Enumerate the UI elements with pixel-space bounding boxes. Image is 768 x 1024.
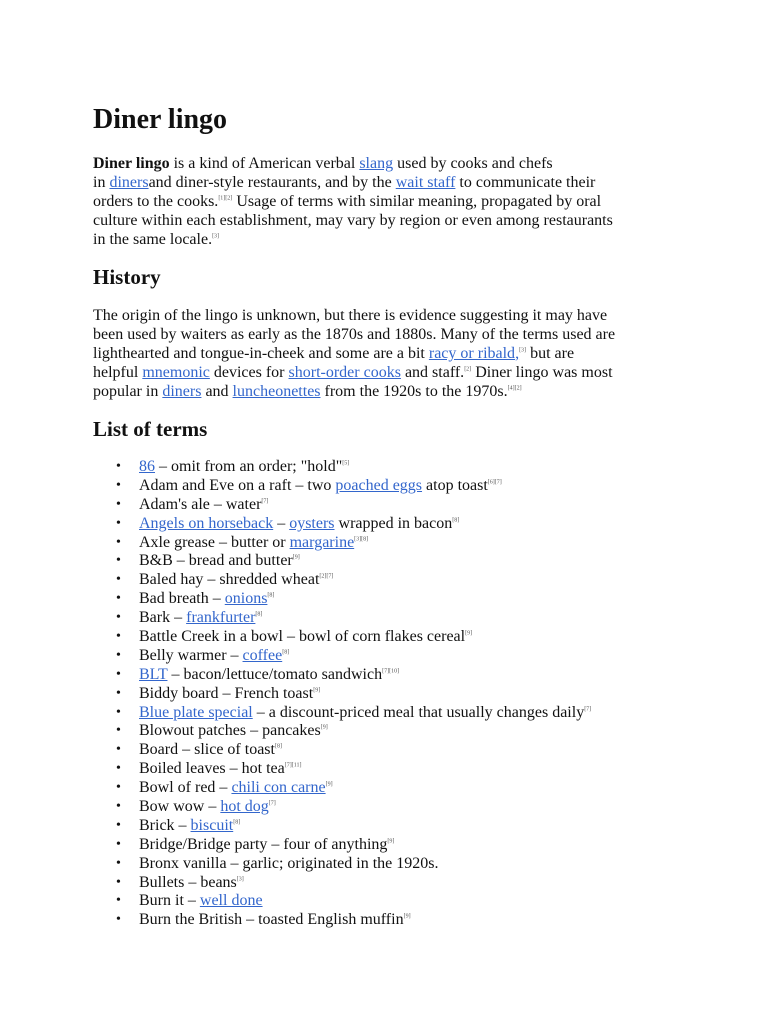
intro-text: in — [93, 174, 110, 191]
reference-link[interactable]: [7] — [261, 498, 269, 505]
intro-line-1 — [93, 154, 673, 173]
intro-text: Usage of terms with similar meaning, propagated by oral — [232, 193, 602, 210]
bullet: • — [116, 742, 121, 758]
list-item — [93, 666, 591, 685]
term-link[interactable]: frankfurter — [186, 609, 256, 627]
terms-list — [93, 458, 591, 930]
intro-paragraph — [93, 154, 673, 249]
bullet: • — [116, 723, 121, 739]
history-text: Diner lingo was most — [471, 364, 613, 381]
reference-link[interactable]: [9] — [292, 555, 300, 562]
history-paragraph — [93, 306, 673, 401]
reference-link[interactable]: [8] — [233, 819, 241, 826]
term-text: Bowl of red – — [139, 779, 232, 797]
intro-text: is a kind of American verbal — [169, 155, 360, 172]
term-link[interactable]: Blue plate special — [139, 703, 253, 721]
link-wait-staff[interactable]: wait staff — [395, 174, 456, 191]
list-item — [93, 515, 591, 534]
history-line-5 — [93, 382, 673, 401]
history-text: devices for — [209, 364, 289, 381]
intro-line-4: culture within each establishment, may vary by region or even among restaurants — [93, 212, 613, 229]
bullet: • — [116, 477, 121, 493]
link-racy-or-ribald-comma[interactable]: , — [515, 345, 520, 362]
bullet: • — [116, 572, 121, 588]
reference-link[interactable]: [2][7] — [319, 574, 334, 581]
term-text: Bullets – beans — [139, 873, 237, 891]
reference-link[interactable]: [3] — [236, 876, 244, 883]
list-item — [93, 817, 591, 836]
list-item — [93, 685, 591, 704]
intro-line-5 — [93, 230, 673, 249]
reference-link[interactable]: [8] — [267, 592, 275, 599]
reference-link[interactable]: [8] — [282, 649, 290, 656]
reference-link[interactable]: [9] — [325, 781, 333, 788]
term-text: B&B – bread and butter — [139, 552, 293, 570]
bullet: • — [116, 610, 121, 626]
list-item — [93, 911, 591, 930]
term-text: – a discount-priced meal that usually changes daily — [252, 703, 585, 721]
term-link[interactable]: BLT — [139, 665, 168, 683]
list-item — [93, 874, 591, 893]
link-diners[interactable]: diners — [162, 383, 202, 400]
reference-link[interactable]: [2] — [464, 366, 472, 373]
list-item — [93, 552, 591, 571]
term-text: Adam's ale – water — [139, 495, 262, 513]
term-link[interactable]: 86 — [139, 458, 155, 475]
link-luncheonettes[interactable]: luncheonettes — [232, 383, 321, 400]
bullet: • — [116, 647, 121, 663]
term-text: atop toast — [422, 476, 488, 494]
term-text: Boiled leaves – hot tea — [139, 760, 285, 778]
list-item — [93, 779, 591, 798]
term-text: – omit from an order; "hold" — [155, 458, 343, 475]
reference-link[interactable]: [3] — [519, 347, 527, 354]
history-text: popular in — [93, 383, 163, 400]
list-item — [93, 836, 591, 855]
term-text: Blowout patches – pancakes — [139, 722, 321, 740]
history-heading: History — [93, 265, 161, 289]
reference-link[interactable]: [9] — [320, 725, 328, 732]
reference-link[interactable]: [9] — [465, 630, 473, 637]
bullet: • — [116, 534, 121, 550]
bullet: • — [116, 704, 121, 720]
intro-term: Diner lingo — [93, 155, 170, 172]
reference-link[interactable]: [3] — [212, 233, 220, 240]
term-text: Bronx vanilla – garlic; originated in the 1920s. — [139, 854, 439, 872]
term-text: – bacon/lettuce/tomato sandwich — [167, 665, 383, 683]
term-text: Baled hay – shredded wheat — [139, 571, 320, 589]
list-item — [93, 571, 591, 590]
term-text: – — [273, 514, 290, 532]
reference-link[interactable]: [9] — [403, 914, 411, 921]
bullet: • — [116, 855, 121, 871]
list-item — [93, 741, 591, 760]
intro-line-2 — [93, 173, 673, 192]
bullet: • — [116, 780, 121, 796]
term-text: Burn it – — [139, 892, 200, 910]
list-item — [93, 534, 591, 553]
term-text: Bow wow – — [139, 798, 221, 816]
term-text: Battle Creek in a bowl – bowl of corn flakes cereal — [139, 628, 466, 646]
term-text: Adam and Eve on a raft – two — [139, 476, 336, 494]
intro-text: used by cooks and chefs — [393, 155, 553, 172]
list-item — [93, 628, 591, 647]
terms-heading: List of terms — [93, 417, 208, 441]
term-text: Bark – — [139, 609, 187, 627]
bullet: • — [116, 685, 121, 701]
reference-link[interactable]: [8] — [255, 611, 263, 618]
term-link[interactable]: coffee — [242, 646, 283, 664]
term-text: Bad breath – — [139, 590, 225, 608]
link-short-order-cooks[interactable]: short-order cooks — [288, 364, 401, 381]
history-line-3 — [93, 344, 673, 363]
term-text: Board – slice of toast — [139, 741, 275, 759]
history-text: and — [201, 383, 233, 400]
term-text: Biddy board – French toast — [139, 684, 314, 702]
bullet: • — [116, 666, 121, 682]
bullet: • — [116, 912, 121, 928]
term-text: Burn the British – toasted English muffin — [139, 911, 404, 929]
bullet: • — [116, 761, 121, 777]
list-item — [93, 458, 591, 477]
reference-link[interactable]: [7] — [584, 706, 592, 713]
list-item — [93, 609, 591, 628]
term-text: Bridge/Bridge party – four of anything — [139, 835, 388, 853]
list-item — [93, 590, 591, 609]
term-link[interactable]: Angels on horseback — [139, 514, 274, 532]
bullet: • — [116, 459, 121, 474]
term-link[interactable]: biscuit — [190, 816, 234, 834]
reference-link[interactable]: [7] — [268, 800, 276, 807]
intro-text: to communicate their — [455, 174, 596, 191]
history-line-2: been used by waiters as early as the 1870s and 1880s. Many of the terms used are — [93, 326, 616, 343]
term-text: wrapped in bacon — [334, 514, 453, 532]
history-text: and staff. — [400, 364, 465, 381]
reference-link[interactable]: [8] — [452, 517, 460, 524]
bullet: • — [116, 591, 121, 607]
bullet: • — [116, 629, 121, 645]
list-item — [93, 477, 591, 496]
intro-line-3 — [93, 192, 673, 211]
reference-link[interactable]: [3][8] — [354, 536, 369, 543]
term-link[interactable]: hot dog — [220, 798, 269, 816]
reference-link[interactable]: [9] — [387, 838, 395, 845]
link-diners[interactable]: diners — [109, 174, 149, 191]
bullet: • — [116, 874, 121, 890]
reference-link[interactable]: [8] — [274, 744, 282, 751]
bullet: • — [116, 817, 121, 833]
term-link[interactable]: margarine — [289, 533, 355, 551]
bullet: • — [116, 836, 121, 852]
intro-text: orders to the cooks. — [93, 193, 219, 210]
link-mnemonic[interactable]: mnemonic — [142, 364, 210, 381]
reference-link[interactable]: [7][11] — [284, 762, 302, 769]
reference-link[interactable]: [1][2] — [218, 195, 233, 202]
bullet: • — [116, 553, 121, 569]
term-link[interactable]: poached eggs — [335, 476, 423, 494]
bullet: • — [116, 496, 121, 512]
history-text: lighthearted and tongue-in-cheek and some are a bit — [93, 345, 429, 362]
reference-link[interactable]: [4][2] — [507, 385, 522, 392]
history-text: but are — [526, 345, 575, 362]
list-item — [93, 647, 591, 666]
term-link[interactable]: onions — [224, 590, 268, 608]
bullet: • — [116, 799, 121, 815]
history-line-4 — [93, 363, 673, 382]
link-racy-or-ribald[interactable]: racy or ribald — [428, 345, 516, 362]
history-line-1: The origin of the lingo is unknown, but there is evidence suggesting it may have — [93, 307, 608, 324]
reference-link[interactable]: [9] — [313, 687, 321, 694]
bullet: • — [116, 893, 121, 909]
link-slang[interactable]: slang — [359, 155, 394, 172]
term-link[interactable]: well done — [199, 892, 263, 910]
list-item — [93, 704, 591, 723]
reference-link[interactable]: [6][7] — [487, 479, 502, 486]
bullet: • — [116, 515, 121, 531]
term-link[interactable]: oysters — [289, 514, 335, 532]
intro-text: and diner-style restaurants, and by the — [148, 174, 396, 191]
list-item — [93, 855, 591, 874]
list-item — [93, 892, 591, 911]
list-item — [93, 760, 591, 779]
reference-link[interactable]: [7][10] — [382, 668, 400, 675]
term-text: Brick – — [139, 816, 191, 834]
term-link[interactable]: chili con carne — [231, 779, 326, 797]
list-item — [93, 496, 591, 515]
page-title: Diner lingo — [93, 104, 228, 135]
history-text: from the 1920s to the 1970s. — [320, 383, 508, 400]
list-item — [93, 798, 591, 817]
reference-link[interactable]: [5] — [342, 460, 350, 467]
intro-text: in the same locale. — [93, 231, 213, 248]
term-text: Axle grease – butter or — [139, 533, 290, 551]
list-item — [93, 722, 591, 741]
term-text: Belly warmer – — [139, 646, 243, 664]
history-text: helpful — [93, 364, 143, 381]
